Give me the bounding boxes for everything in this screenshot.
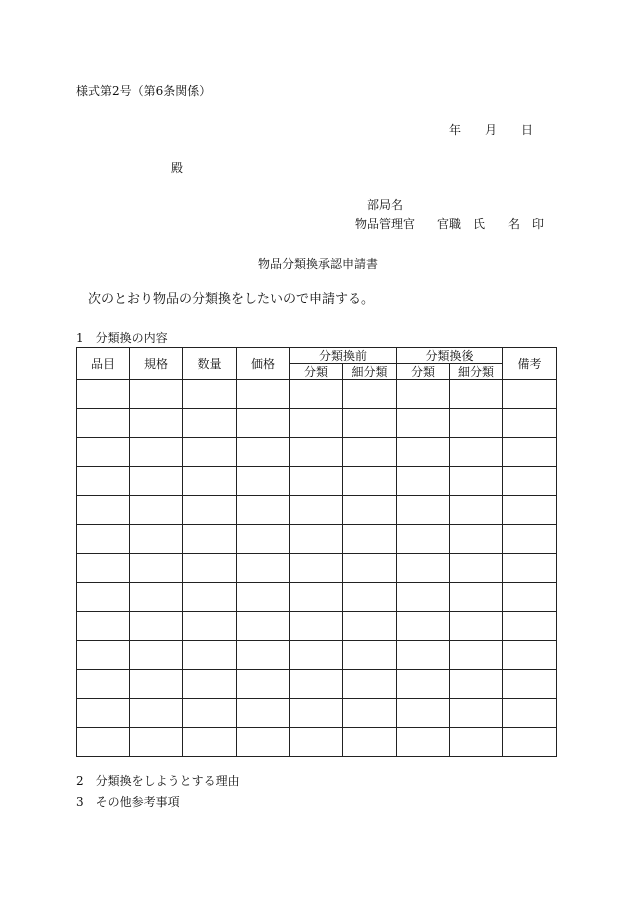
table-cell[interactable] bbox=[290, 380, 343, 409]
table-cell[interactable] bbox=[503, 467, 557, 496]
table-row bbox=[77, 496, 557, 525]
date-year: 年 bbox=[449, 123, 462, 137]
table-cell[interactable] bbox=[183, 525, 237, 554]
table-cell[interactable] bbox=[343, 583, 397, 612]
table-cell[interactable] bbox=[290, 641, 343, 670]
table-cell[interactable] bbox=[343, 438, 397, 467]
table-cell[interactable] bbox=[77, 699, 130, 728]
table-cell[interactable] bbox=[237, 641, 290, 670]
table-cell[interactable] bbox=[290, 728, 343, 757]
date-day: 日 bbox=[521, 123, 534, 137]
table-cell[interactable] bbox=[290, 583, 343, 612]
table-cell[interactable] bbox=[503, 583, 557, 612]
table-cell[interactable] bbox=[397, 409, 450, 438]
table-cell[interactable] bbox=[450, 670, 503, 699]
table-cell[interactable] bbox=[183, 612, 237, 641]
table-cell[interactable] bbox=[237, 699, 290, 728]
header-remarks: 備考 bbox=[503, 348, 557, 380]
table-cell[interactable] bbox=[130, 583, 183, 612]
table-cell[interactable] bbox=[290, 699, 343, 728]
table-cell[interactable] bbox=[450, 409, 503, 438]
header-spec: 規格 bbox=[130, 348, 183, 380]
table-cell[interactable] bbox=[77, 409, 130, 438]
table-cell[interactable] bbox=[290, 670, 343, 699]
table-cell[interactable] bbox=[343, 612, 397, 641]
header-before-subcategory: 細分類 bbox=[343, 364, 397, 380]
table-cell[interactable] bbox=[450, 380, 503, 409]
title-label: 官職 bbox=[437, 217, 462, 231]
name-label-1: 氏 bbox=[473, 217, 486, 231]
table-cell[interactable] bbox=[450, 699, 503, 728]
table-cell[interactable] bbox=[130, 728, 183, 757]
table-cell[interactable] bbox=[237, 554, 290, 583]
table-cell[interactable] bbox=[183, 467, 237, 496]
table-cell[interactable] bbox=[130, 409, 183, 438]
table-cell[interactable] bbox=[450, 496, 503, 525]
table-row bbox=[77, 467, 557, 496]
table-cell[interactable] bbox=[397, 380, 450, 409]
table-cell[interactable] bbox=[77, 525, 130, 554]
table-cell[interactable] bbox=[503, 496, 557, 525]
date-month: 月 bbox=[485, 123, 498, 137]
table-cell[interactable] bbox=[237, 525, 290, 554]
table-cell[interactable] bbox=[183, 641, 237, 670]
table-row bbox=[77, 380, 557, 409]
table-cell[interactable] bbox=[290, 554, 343, 583]
table-cell[interactable] bbox=[503, 438, 557, 467]
table-cell[interactable] bbox=[343, 699, 397, 728]
header-quantity: 数量 bbox=[183, 348, 237, 380]
table-cell[interactable] bbox=[450, 554, 503, 583]
table-cell[interactable] bbox=[450, 525, 503, 554]
table-cell[interactable] bbox=[237, 380, 290, 409]
department-label: 部局名 bbox=[367, 198, 404, 212]
table-cell[interactable] bbox=[503, 612, 557, 641]
intro-text: 次のとおり物品の分類換をしたいので申請する。 bbox=[88, 292, 375, 307]
table-row bbox=[77, 438, 557, 467]
addressee-suffix: 殿 bbox=[171, 161, 184, 175]
table-cell[interactable] bbox=[77, 728, 130, 757]
table-cell[interactable] bbox=[183, 670, 237, 699]
table-cell[interactable] bbox=[237, 467, 290, 496]
table-cell[interactable] bbox=[397, 699, 450, 728]
table-cell[interactable] bbox=[450, 583, 503, 612]
table-cell[interactable] bbox=[290, 496, 343, 525]
table-row bbox=[77, 554, 557, 583]
table-cell[interactable] bbox=[130, 554, 183, 583]
table-cell[interactable] bbox=[130, 525, 183, 554]
table-cell[interactable] bbox=[183, 380, 237, 409]
table-cell[interactable] bbox=[130, 612, 183, 641]
table-cell[interactable] bbox=[503, 409, 557, 438]
table-cell[interactable] bbox=[503, 554, 557, 583]
reclassification-table bbox=[76, 347, 557, 757]
table-cell[interactable] bbox=[397, 728, 450, 757]
table-cell[interactable] bbox=[237, 583, 290, 612]
table-cell[interactable] bbox=[290, 467, 343, 496]
table-cell[interactable] bbox=[237, 728, 290, 757]
table-cell[interactable] bbox=[130, 438, 183, 467]
header-before: 分類換前 bbox=[290, 348, 397, 364]
table-cell[interactable] bbox=[343, 728, 397, 757]
header-item: 品目 bbox=[77, 348, 130, 380]
table-cell[interactable] bbox=[183, 438, 237, 467]
header-after-category: 分類 bbox=[397, 364, 450, 380]
table-cell[interactable] bbox=[397, 612, 450, 641]
section-1-heading: 1 分類換の内容 bbox=[76, 331, 168, 345]
table-cell[interactable] bbox=[183, 583, 237, 612]
table-row bbox=[77, 728, 557, 757]
table-cell[interactable] bbox=[77, 641, 130, 670]
header-after: 分類換後 bbox=[397, 348, 503, 364]
table-cell[interactable] bbox=[183, 496, 237, 525]
table-cell[interactable] bbox=[343, 467, 397, 496]
table-cell[interactable] bbox=[503, 699, 557, 728]
table-cell[interactable] bbox=[397, 670, 450, 699]
table-cell[interactable] bbox=[237, 496, 290, 525]
table-cell[interactable] bbox=[290, 409, 343, 438]
table-cell[interactable] bbox=[397, 496, 450, 525]
table-cell[interactable] bbox=[397, 438, 450, 467]
header-after-subcategory: 細分類 bbox=[450, 364, 503, 380]
table-cell[interactable] bbox=[183, 728, 237, 757]
table-cell[interactable] bbox=[77, 496, 130, 525]
header-price: 価格 bbox=[237, 348, 290, 380]
table-cell[interactable] bbox=[343, 525, 397, 554]
table-cell[interactable] bbox=[397, 641, 450, 670]
table-cell[interactable] bbox=[503, 641, 557, 670]
table-cell[interactable] bbox=[450, 612, 503, 641]
form-number: 様式第2号（第6条関係） bbox=[76, 84, 212, 98]
table-row bbox=[77, 583, 557, 612]
table-row bbox=[77, 525, 557, 554]
table-cell[interactable] bbox=[290, 612, 343, 641]
table-cell[interactable] bbox=[77, 467, 130, 496]
table-cell[interactable] bbox=[130, 670, 183, 699]
table-cell[interactable] bbox=[290, 438, 343, 467]
table-cell[interactable] bbox=[503, 670, 557, 699]
table-cell[interactable] bbox=[397, 467, 450, 496]
table-cell[interactable] bbox=[77, 380, 130, 409]
table-cell[interactable] bbox=[77, 612, 130, 641]
table-cell[interactable] bbox=[77, 438, 130, 467]
table-cell[interactable] bbox=[343, 380, 397, 409]
table-cell[interactable] bbox=[130, 380, 183, 409]
table-cell[interactable] bbox=[130, 467, 183, 496]
table-cell[interactable] bbox=[343, 641, 397, 670]
table-cell[interactable] bbox=[77, 554, 130, 583]
table-cell[interactable] bbox=[503, 380, 557, 409]
table-cell[interactable] bbox=[397, 554, 450, 583]
section-2-heading: 2 分類換をしようとする理由 bbox=[76, 774, 240, 788]
table-cell[interactable] bbox=[130, 699, 183, 728]
table-cell[interactable] bbox=[503, 525, 557, 554]
table-cell[interactable] bbox=[183, 699, 237, 728]
table-cell[interactable] bbox=[237, 409, 290, 438]
table-cell[interactable] bbox=[77, 670, 130, 699]
header-before-category: 分類 bbox=[290, 364, 343, 380]
table-row bbox=[77, 699, 557, 728]
table-cell[interactable] bbox=[397, 525, 450, 554]
document-title: 物品分類換承認申請書 bbox=[258, 257, 379, 271]
table-cell[interactable] bbox=[450, 641, 503, 670]
table-row bbox=[77, 612, 557, 641]
table-cell[interactable] bbox=[237, 612, 290, 641]
table-cell[interactable] bbox=[183, 554, 237, 583]
table-cell[interactable] bbox=[130, 496, 183, 525]
section-3-heading: 3 その他参考事項 bbox=[76, 795, 180, 809]
table-cell[interactable] bbox=[343, 670, 397, 699]
table-cell[interactable] bbox=[77, 583, 130, 612]
role-label: 物品管理官 bbox=[355, 217, 416, 231]
table-cell[interactable] bbox=[343, 496, 397, 525]
table-cell[interactable] bbox=[450, 467, 503, 496]
table-cell[interactable] bbox=[237, 670, 290, 699]
table-cell[interactable] bbox=[130, 641, 183, 670]
table-cell[interactable] bbox=[183, 409, 237, 438]
table-row bbox=[77, 409, 557, 438]
table-cell[interactable] bbox=[397, 583, 450, 612]
table-row bbox=[77, 670, 557, 699]
table-row bbox=[77, 641, 557, 670]
table-cell[interactable] bbox=[450, 438, 503, 467]
table-cell[interactable] bbox=[343, 554, 397, 583]
name-label-2: 名 bbox=[508, 217, 521, 231]
table-cell[interactable] bbox=[290, 525, 343, 554]
table-cell[interactable] bbox=[450, 728, 503, 757]
table-cell[interactable] bbox=[237, 438, 290, 467]
table-cell[interactable] bbox=[343, 409, 397, 438]
table-cell[interactable] bbox=[503, 728, 557, 757]
seal-label: 印 bbox=[532, 217, 545, 231]
